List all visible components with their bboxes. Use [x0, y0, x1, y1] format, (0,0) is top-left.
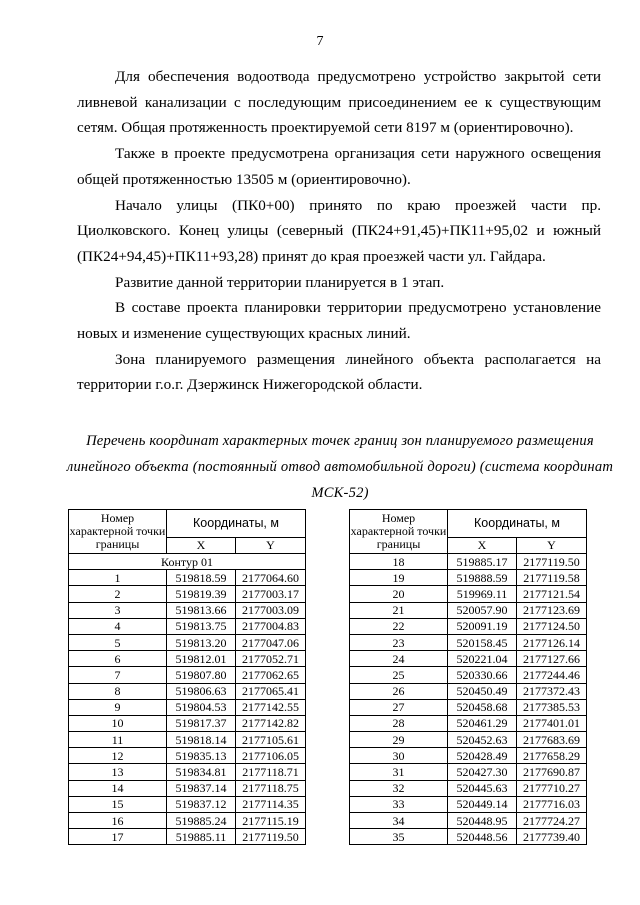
- y-cell: 2177123.69: [517, 602, 587, 618]
- y-cell: 2177142.82: [236, 715, 306, 731]
- point-number-cell: 30: [350, 748, 448, 764]
- table-row: [69, 634, 306, 650]
- x-cell: 520091.19: [448, 618, 517, 634]
- table-row: [69, 651, 306, 667]
- paragraph-location: Зона планируемого размещения линейного объекта располагается на территории г.о.г. Дзержинск Нижегородской области.: [77, 350, 601, 394]
- point-number-cell: 27: [350, 699, 448, 715]
- y-cell: 2177121.54: [517, 586, 587, 602]
- y-cell: 2177658.29: [517, 748, 587, 764]
- paragraph-stages: Развитие данной территории планируется в 1 этап.: [115, 273, 445, 291]
- table-row: [350, 699, 587, 715]
- y-cell: 2177105.61: [236, 732, 306, 748]
- point-number-cell: 14: [69, 780, 167, 796]
- table-row: [350, 651, 587, 667]
- point-number-cell: 18: [350, 554, 448, 570]
- header-coordinates: Координаты, м: [448, 510, 587, 538]
- point-number-cell: 25: [350, 667, 448, 683]
- x-cell: 519818.59: [167, 570, 236, 586]
- x-cell: 519804.53: [167, 699, 236, 715]
- header-point-number: Номер характерной точки границы: [350, 510, 448, 554]
- y-cell: 2177739.40: [517, 829, 587, 845]
- header-point-number: Номер характерной точки границы: [69, 510, 167, 554]
- y-cell: 2177372.43: [517, 683, 587, 699]
- x-cell: 519806.63: [167, 683, 236, 699]
- table-row: [69, 813, 306, 829]
- page-number: 7: [316, 34, 324, 49]
- paragraph-lighting: Также в проекте предусмотрена организация сети наружного освещения общей протяженностью 13505 м (ориентировочно).: [77, 145, 601, 188]
- y-cell: 2177065.41: [236, 683, 306, 699]
- table-row: [350, 586, 587, 602]
- x-cell: 520445.63: [448, 780, 517, 796]
- x-cell: 519835.13: [167, 748, 236, 764]
- x-cell: 520458.68: [448, 699, 517, 715]
- x-cell: 519885.17: [448, 554, 517, 570]
- y-cell: 2177118.75: [236, 780, 306, 796]
- x-cell: 519813.20: [167, 634, 236, 650]
- table-row: [350, 667, 587, 683]
- x-cell: 519807.80: [167, 667, 236, 683]
- header-x: X: [448, 537, 517, 553]
- y-cell: 2177118.71: [236, 764, 306, 780]
- point-number-cell: 1: [69, 570, 167, 586]
- y-cell: 2177142.55: [236, 699, 306, 715]
- x-cell: 520221.04: [448, 651, 517, 667]
- point-number-cell: 11: [69, 732, 167, 748]
- header-y: Y: [236, 537, 306, 553]
- x-cell: 519817.37: [167, 715, 236, 731]
- table-row: [69, 618, 306, 634]
- x-cell: 519812.01: [167, 651, 236, 667]
- point-number-cell: 2: [69, 586, 167, 602]
- paragraph-street-extent: Начало улицы (ПК0+00) принято по краю проезжей части пр. Циолковского. Конец улицы (северный (ПК24+91,45)+ПК11+95,02 и южный (ПК24+94,45)+ПК11+93,28) принят до края проезжей части ул. Гайдара.: [77, 196, 601, 265]
- x-cell: 520057.90: [448, 602, 517, 618]
- x-cell: 520452.63: [448, 732, 517, 748]
- point-number-cell: 21: [350, 602, 448, 618]
- y-cell: 2177119.58: [517, 570, 587, 586]
- table-row: [350, 796, 587, 812]
- y-cell: 2177003.17: [236, 586, 306, 602]
- table-row: [350, 570, 587, 586]
- point-number-cell: 23: [350, 634, 448, 650]
- y-cell: 2177115.19: [236, 813, 306, 829]
- y-cell: 2177114.35: [236, 796, 306, 812]
- table-row: [69, 829, 306, 845]
- table-row: [350, 732, 587, 748]
- y-cell: 2177062.65: [236, 667, 306, 683]
- point-number-cell: 35: [350, 829, 448, 845]
- point-number-cell: 31: [350, 764, 448, 780]
- y-cell: 2177385.53: [517, 699, 587, 715]
- table-row: [69, 602, 306, 618]
- point-number-cell: 22: [350, 618, 448, 634]
- y-cell: 2177244.46: [517, 667, 587, 683]
- x-cell: 520449.14: [448, 796, 517, 812]
- x-cell: 519885.24: [167, 813, 236, 829]
- table-row: [350, 829, 587, 845]
- body-text: [77, 64, 601, 398]
- x-cell: 519837.12: [167, 796, 236, 812]
- table-row: [69, 570, 306, 586]
- x-cell: 520428.49: [448, 748, 517, 764]
- table-row: [350, 715, 587, 731]
- point-number-cell: 24: [350, 651, 448, 667]
- table-row: [69, 764, 306, 780]
- x-cell: 519819.39: [167, 586, 236, 602]
- point-number-cell: 32: [350, 780, 448, 796]
- table-row: [69, 699, 306, 715]
- coordinates-table-right: [349, 509, 587, 845]
- table-row: [69, 748, 306, 764]
- table-row: [69, 715, 306, 731]
- point-number-cell: 34: [350, 813, 448, 829]
- point-number-cell: 8: [69, 683, 167, 699]
- x-cell: 519837.14: [167, 780, 236, 796]
- y-cell: 2177106.05: [236, 748, 306, 764]
- y-cell: 2177127.66: [517, 651, 587, 667]
- x-cell: 519818.14: [167, 732, 236, 748]
- y-cell: 2177003.09: [236, 602, 306, 618]
- contour-label: Контур 01: [69, 554, 306, 570]
- table-row: [350, 813, 587, 829]
- y-cell: 2177401.01: [517, 715, 587, 731]
- table-row: [350, 554, 587, 570]
- y-cell: 2177126.14: [517, 634, 587, 650]
- x-cell: 520158.45: [448, 634, 517, 650]
- y-cell: 2177710.27: [517, 780, 587, 796]
- point-number-cell: 26: [350, 683, 448, 699]
- table-row: [350, 602, 587, 618]
- y-cell: 2177690.87: [517, 764, 587, 780]
- contour-row: [69, 554, 306, 570]
- point-number-cell: 9: [69, 699, 167, 715]
- point-number-cell: 15: [69, 796, 167, 812]
- point-number-cell: 19: [350, 570, 448, 586]
- table-row: [69, 667, 306, 683]
- x-cell: 520448.95: [448, 813, 517, 829]
- table-row: [69, 796, 306, 812]
- y-cell: 2177119.50: [517, 554, 587, 570]
- y-cell: 2177683.69: [517, 732, 587, 748]
- point-number-cell: 16: [69, 813, 167, 829]
- y-cell: 2177052.71: [236, 651, 306, 667]
- table-body-left: [69, 554, 306, 845]
- x-cell: 520448.56: [448, 829, 517, 845]
- point-number-cell: 28: [350, 715, 448, 731]
- table-body-right: [350, 554, 587, 845]
- paragraph-drainage: Для обеспечения водоотвода предусмотрено устройство закрытой сети ливневой канализации с последующим присоединением ее к существующим сетям. Общая протяженность проектируемой сети 8197 м (ориентировочно).: [77, 68, 601, 137]
- table-row: [350, 618, 587, 634]
- y-cell: 2177119.50: [236, 829, 306, 845]
- y-cell: 2177004.83: [236, 618, 306, 634]
- point-number-cell: 4: [69, 618, 167, 634]
- table-row: [350, 634, 587, 650]
- y-cell: 2177124.50: [517, 618, 587, 634]
- point-number-cell: 6: [69, 651, 167, 667]
- table-caption: Перечень координат характерных точек границ зон планируемого размещения линейного объекта (постоянный отвод автомобильной дороги) (система координат МСК-52): [66, 433, 614, 501]
- point-number-cell: 10: [69, 715, 167, 731]
- point-number-cell: 5: [69, 634, 167, 650]
- header-coordinates: Координаты, м: [167, 510, 306, 538]
- table-row: [69, 683, 306, 699]
- point-number-cell: 33: [350, 796, 448, 812]
- point-number-cell: 29: [350, 732, 448, 748]
- x-cell: 519834.81: [167, 764, 236, 780]
- x-cell: 520427.30: [448, 764, 517, 780]
- x-cell: 519813.75: [167, 618, 236, 634]
- point-number-cell: 13: [69, 764, 167, 780]
- x-cell: 520450.49: [448, 683, 517, 699]
- table-row: [350, 780, 587, 796]
- y-cell: 2177724.27: [517, 813, 587, 829]
- header-y: Y: [517, 537, 587, 553]
- x-cell: 520330.66: [448, 667, 517, 683]
- table-row: [350, 748, 587, 764]
- point-number-cell: 20: [350, 586, 448, 602]
- table-row: [350, 764, 587, 780]
- paragraph-red-lines: В составе проекта планировки территории предусмотрено установление новых и изменение существующих красных линий.: [77, 299, 601, 343]
- table-row: [69, 732, 306, 748]
- x-cell: 519888.59: [448, 570, 517, 586]
- point-number-cell: 17: [69, 829, 167, 845]
- x-cell: 520461.29: [448, 715, 517, 731]
- y-cell: 2177047.06: [236, 634, 306, 650]
- point-number-cell: 7: [69, 667, 167, 683]
- point-number-cell: 3: [69, 602, 167, 618]
- y-cell: 2177716.03: [517, 796, 587, 812]
- point-number-cell: 12: [69, 748, 167, 764]
- x-cell: 519885.11: [167, 829, 236, 845]
- coordinates-table-left: [68, 509, 306, 845]
- y-cell: 2177064.60: [236, 570, 306, 586]
- x-cell: 519969.11: [448, 586, 517, 602]
- table-row: [69, 780, 306, 796]
- table-row: [69, 586, 306, 602]
- header-x: X: [167, 537, 236, 553]
- table-row: [350, 683, 587, 699]
- x-cell: 519813.66: [167, 602, 236, 618]
